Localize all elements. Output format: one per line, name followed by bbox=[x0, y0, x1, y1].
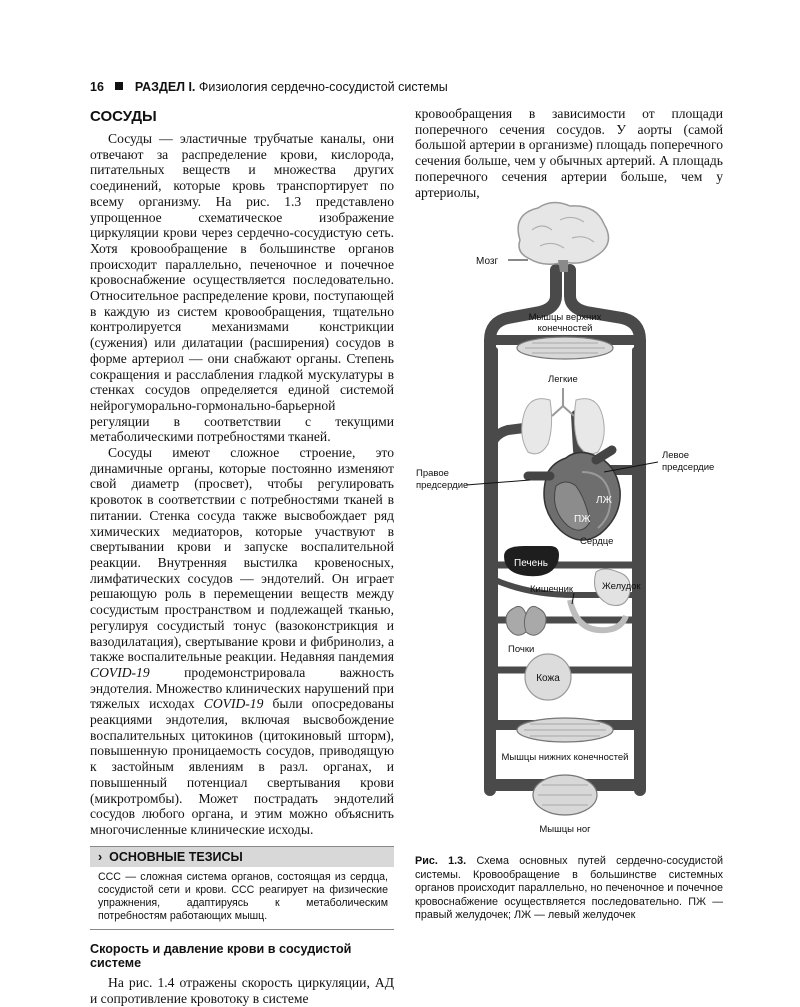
circulation-diagram bbox=[400, 200, 730, 845]
paragraph-2-mid: продемонстрировала важность эндотелия. Множество клинических нарушений при тяжелых исходах bbox=[90, 664, 394, 712]
left-atrium-label-2: предсердие bbox=[662, 462, 715, 473]
key-theses-text: ССС — сложная система органов, состоящая из сердца, сосудистой сети и крови. ССС реагирует на физические упражнения, адаптируясь к метаболическим потребностям работающих мышц. bbox=[90, 867, 394, 931]
figure-caption bbox=[415, 855, 723, 923]
lungs-icon bbox=[522, 388, 605, 454]
kidneys-label: Почки bbox=[508, 644, 535, 655]
intestine-label: Кишечник bbox=[530, 584, 574, 595]
key-theses-box bbox=[90, 846, 394, 931]
brain-icon bbox=[518, 202, 608, 272]
left-atrium-label-1: Левое bbox=[662, 450, 690, 461]
square-bullet-icon bbox=[115, 82, 123, 90]
kidneys-icon bbox=[506, 606, 546, 635]
upper-limb-label-1: Мышцы верхних bbox=[528, 312, 602, 323]
lungs-label: Легкие bbox=[548, 374, 578, 385]
liver-label: Печень bbox=[514, 558, 548, 569]
subsection-paragraph: На рис. 1.4 отражены скорость циркуляции, АД и сопротивление кровотоку в системе bbox=[90, 975, 394, 1007]
right-atrium-label-2: предсердие bbox=[416, 480, 469, 491]
lv-label: ЛЖ bbox=[596, 495, 612, 506]
skin-label: Кожа bbox=[536, 673, 560, 684]
figure-number: Рис. 1.3. bbox=[415, 855, 467, 867]
brain-label: Мозг bbox=[476, 256, 499, 267]
leg-muscle-label: Мышцы ног bbox=[539, 824, 591, 835]
heart-label: Сердце bbox=[580, 536, 614, 547]
part-label: РАЗДЕЛ I. bbox=[134, 80, 196, 94]
key-theses-header bbox=[90, 846, 394, 867]
section-title: СОСУДЫ bbox=[90, 108, 157, 125]
part-title: Физиология сердечно-сосудистой системы bbox=[198, 80, 448, 94]
paragraph-2-end: были опосредованы реакциями эндотелия, включая высвобождение воспалительных цитокинов (цитокиновый шторм), повышенную проницаемость сосудов, приводящую к застойным явлениям в разл. органах, и повышенный потенциал свертывания крови (микротромбы). Может пострадать эндотелий сосудов любого органа, и этим можно объяснить многочисленные клинические исходы. bbox=[90, 696, 395, 837]
paragraph-1: Сосуды — эластичные трубчатые каналы, они отвечают за распределение крови, кислорода, питательных веществ и множества других соединений, которые кровь транспортирует по всему организму. На рис. 1.3 представлено упрощенное схематическое изображение циркуляции крови через сердечно-сосудистую сеть. Хотя кровообращение в большинстве органов происходит параллельно, печеночное и почечное кровоснабжение осуществляется последовательно. Относительное распределение крови, поступающей в каждую из систем кровообращения, тщательно контролируется механизмами констрикции (сужения) или дилатации (расширения) сосудов в форме артериол — они снабжают органы. Степень сокращения и расслабления гладкой мускулатуры в стенках сосудов определяется единой системой нейрогуморально-гормонально-барьерной регуляции в соответствии с текущими метаболическими потребностями тканей. bbox=[90, 131, 394, 445]
paragraph-2 bbox=[90, 445, 394, 838]
chevron-right-icon: › bbox=[98, 849, 103, 864]
rv-label: ПЖ bbox=[574, 514, 591, 525]
stomach-label: Желудок bbox=[602, 581, 641, 592]
running-head bbox=[90, 80, 730, 100]
right-column bbox=[415, 106, 723, 200]
covid-term-2: COVID-19 bbox=[203, 696, 264, 712]
left-column bbox=[90, 108, 394, 1007]
covid-term: COVID-19 bbox=[90, 664, 150, 680]
upper-limb-label-2: конечностей bbox=[537, 323, 593, 334]
lower-limb-label: Мышцы нижних конечностей bbox=[501, 752, 629, 763]
paragraph-2-start: Сосуды имеют сложное строение, это динамичные органы, которые постоянно изменяют свой диаметр (просвет), чтобы регулировать кровоток в соответствии с потребностями тканей в питании. Стенка сосуда также высвобождает ряд химических медиаторов, которые участвуют в свертывании крови и запуске воспалительной реакции. Внутренняя выстилка кровеносных, лимфатических сосудов — эндотелий. Он играет решающую роль в перемещении веществ между сосудистым пространством и подлежащей тканью, регулируя сосудистый тонус (вазоконстрикция и вазодилатация), свертывание крови и фибринолиз, а также воспалительные реакции. Недавняя пандемия bbox=[90, 445, 394, 665]
right-atrium-label-1: Правое bbox=[416, 468, 449, 479]
figure-caption-text: Схема основных путей сердечно-сосудистой системы. Кровообращение в большинстве системных органов происходит параллельно, но печеночное и почечное кровоснабжение осуществляется последовательно. ПЖ — правый желудочек; ЛЖ — левый желудочек bbox=[415, 855, 724, 921]
page-number: 16 bbox=[90, 80, 104, 94]
right-column-paragraph: кровообращения в зависимости от площади поперечного сечения сосудов. У аорты (самой большой артерии в организме) площадь поперечного сечения больше, чем у обычных артерий. А площадь поперечного сечения артерии больше, чем у артериолы, bbox=[415, 106, 723, 200]
subsection-title: Скорость и давление крови в сосудистой системе bbox=[90, 942, 352, 971]
key-theses-title: ОСНОВНЫЕ ТЕЗИСЫ bbox=[109, 849, 243, 864]
